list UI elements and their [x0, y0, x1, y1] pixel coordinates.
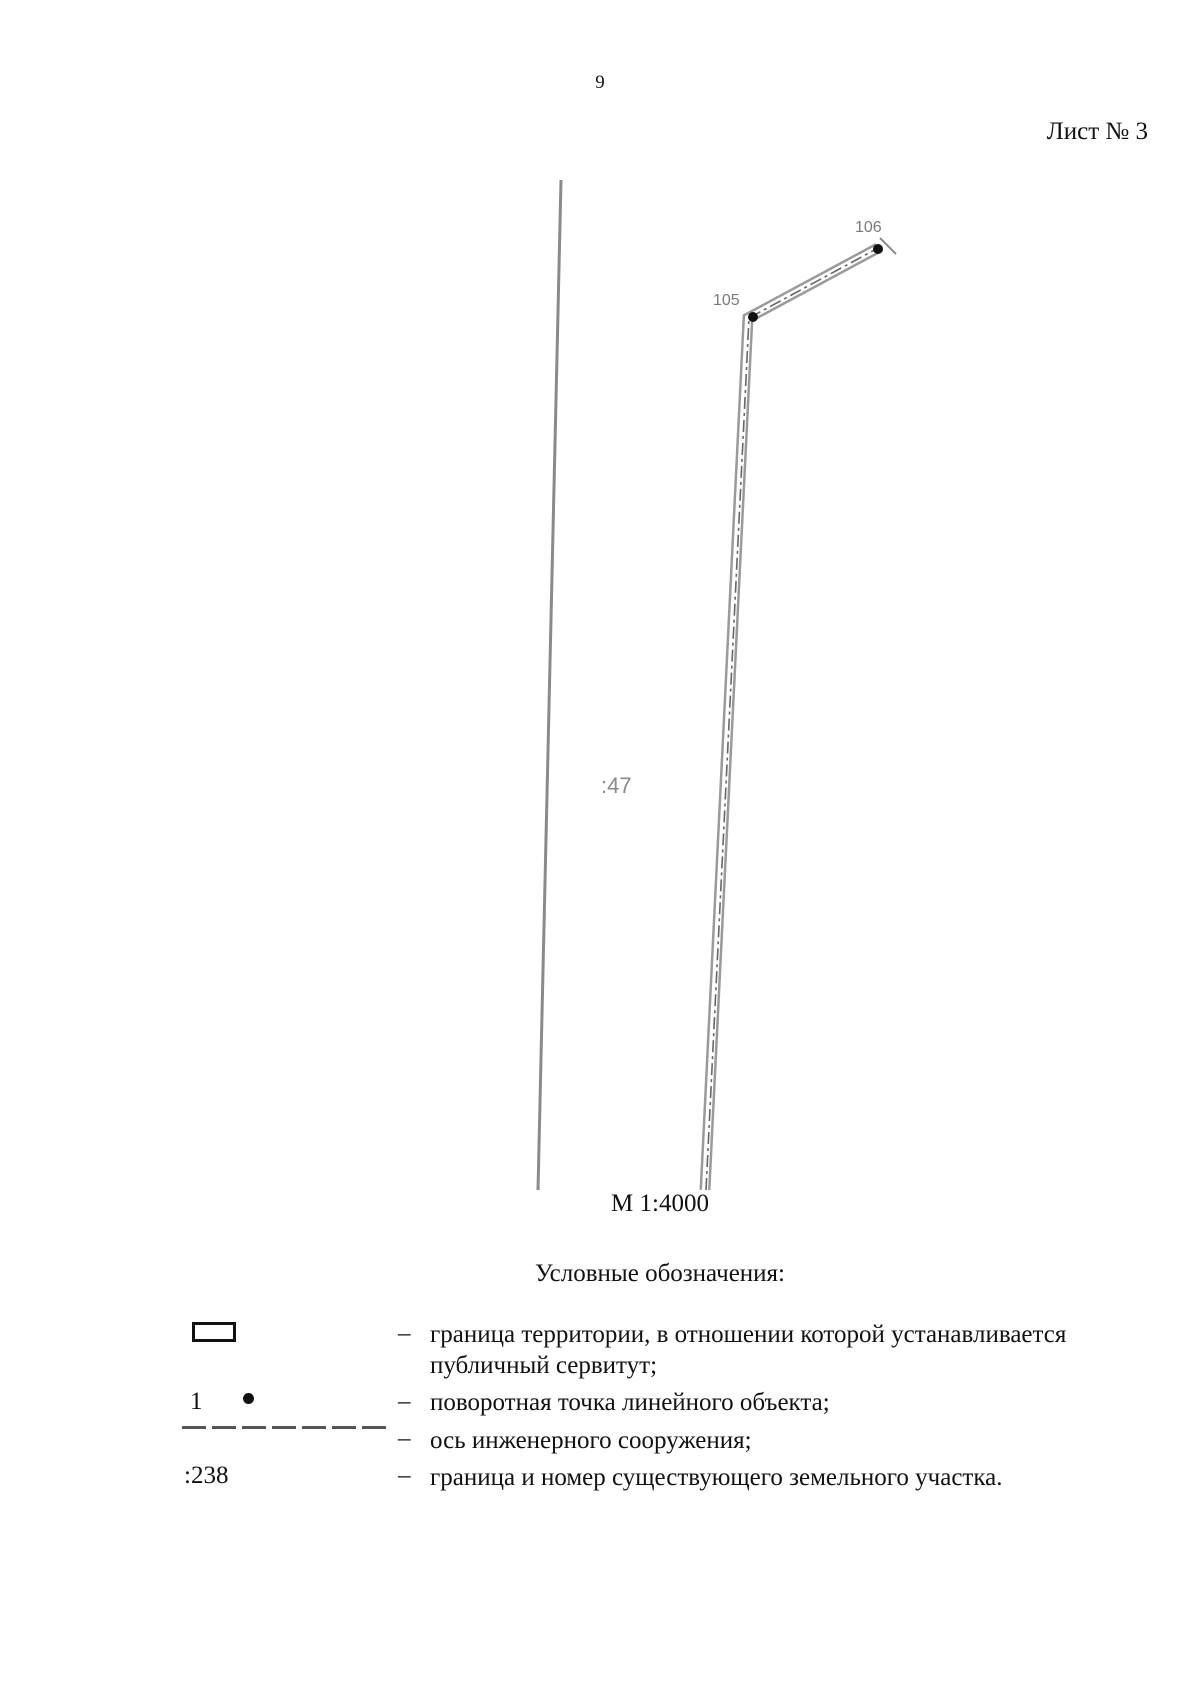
legend-title: Условные обозначения:: [534, 1260, 786, 1287]
point-label-106: 106: [855, 219, 882, 236]
legend-dash: –: [398, 1462, 411, 1489]
legend-dash: –: [398, 1425, 411, 1452]
legend-symbol-point-icon: [243, 1393, 254, 1404]
legend-symbol-parcel-number: :238: [184, 1462, 229, 1489]
legend-dash: –: [398, 1388, 411, 1415]
point-label-105: 105: [713, 292, 740, 309]
page-number: 9: [595, 72, 605, 93]
legend-symbol-axis-line: [182, 1426, 386, 1429]
parcel-label: :47: [601, 773, 632, 798]
sheet-label: Лист № 3: [1046, 118, 1148, 145]
legend-item-text: поворотная точка линейного объекта;: [430, 1389, 830, 1416]
legend-symbol-point-number: 1: [190, 1388, 203, 1415]
legend-item-text: граница территории, в отношении которой устанавливается публичный сервитут;: [430, 1321, 1067, 1379]
legend-item-text: ось инженерного сооружения;: [430, 1427, 752, 1454]
map-scale: М 1:4000: [611, 1190, 709, 1217]
legend-item-text: граница и номер существующего земельного участка.: [430, 1464, 1003, 1491]
legend-symbol-rectangle: [192, 1322, 236, 1342]
legend-dash: –: [398, 1320, 411, 1347]
